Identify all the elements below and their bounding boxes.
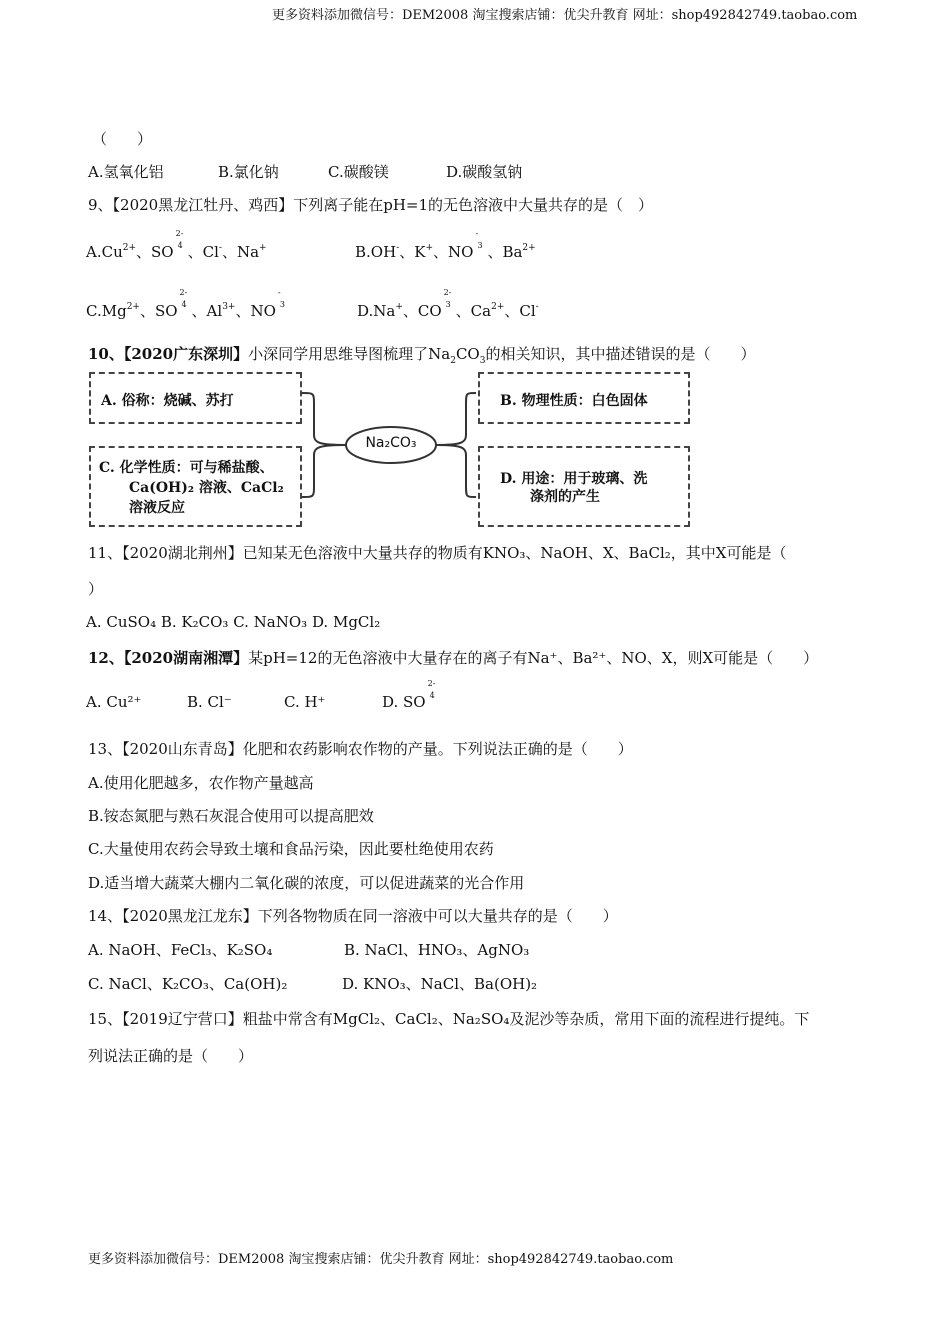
sulfate-charge: 2- 4 — [175, 229, 184, 250]
q9-option-c — [86, 288, 290, 322]
q13-question: 化肥和农药影响农作物的产量。下列说法正确的是（ ） — [242, 740, 633, 758]
q11-stem — [88, 542, 786, 563]
q8-option-a: A.氢氧化铝 — [88, 163, 164, 181]
ion: 、SO — [139, 302, 178, 320]
box-d-line: 涤剂的产生 — [530, 489, 600, 505]
q13-option-c: C.大量使用农药会导致土壤和食品污染，因此要杜绝使用农药 — [88, 840, 494, 858]
page-footer: 更多资料添加微信号：DEM2008 淘宝搜索店铺：优尖升教育 网址：shop492842749.taobao.com — [88, 1252, 674, 1267]
charge: 2+ — [491, 302, 505, 312]
q13-stem — [88, 738, 633, 759]
q13-number: 13、 — [88, 740, 123, 758]
q9-number: 9、 — [88, 196, 113, 214]
q8-option-b: B.氯化钠 — [218, 163, 279, 181]
charge: 3+ — [222, 302, 236, 312]
ion: 、K — [399, 243, 426, 261]
ion: 、Ba — [487, 243, 523, 261]
ion: OH — [370, 243, 397, 261]
q13-option-b: B.铵态氮肥与熟石灰混合使用可以提高肥效 — [88, 807, 374, 825]
box-c-line: C. 化学性质：可与稀盐酸、 — [99, 460, 274, 476]
q10-stem — [88, 343, 755, 364]
nitrate-charge: - 3 — [277, 288, 285, 309]
q9-c-label: C. — [86, 302, 102, 320]
q9-d-label: D. — [357, 302, 374, 320]
q8-bracket: （ ） — [92, 130, 153, 148]
ion: 、Cl — [504, 302, 536, 320]
q10-text: CO — [455, 345, 480, 363]
q12-option-d — [382, 679, 440, 713]
q8-option-c: C.碳酸镁 — [328, 163, 389, 181]
q14-source: 【2020黑龙江龙东】 — [122, 907, 258, 925]
q14-option-a: A. NaOH、FeCl₃、K₂SO₄ — [88, 941, 273, 959]
box-c-line: 溶液反应 — [129, 500, 185, 516]
sulfate-charge: 2- 4 — [427, 679, 436, 700]
mindmap-box-b — [478, 372, 690, 424]
q12-option-b: B. Cl⁻ — [187, 693, 232, 711]
q12-d-text: D. SO — [382, 693, 426, 711]
ion: 、Cl — [187, 243, 219, 261]
q13-option-a: A.使用化肥越多，农作物产量越高 — [88, 774, 314, 792]
q10-number: 10、 — [88, 345, 124, 363]
ion: 、NO — [235, 302, 276, 320]
charge: 2+ — [126, 302, 140, 312]
q13-source: 【2020山东青岛】 — [122, 740, 243, 758]
ion: Cu — [101, 243, 123, 261]
ion: Na — [373, 302, 396, 320]
box-d-line: D. 用途：用于玻璃、洗 — [500, 471, 648, 487]
mindmap-box-d — [478, 446, 690, 527]
q9-option-d — [357, 288, 539, 322]
charge: 2+ — [522, 243, 536, 253]
q11-stem-end: ） — [88, 580, 104, 598]
q9-source: 【2020黑龙江牡丹、鸡西】 — [112, 196, 294, 214]
q9-question: 下列离子能在pH=1的无色溶液中大量共存的是（ ） — [293, 196, 654, 214]
q11-source: 【2020湖北荆州】 — [122, 544, 243, 562]
q14-option-c: C. NaCl、K₂CO₃、Ca(OH)₂ — [88, 975, 288, 993]
q14-option-d: D. KNO₃、NaCl、Ba(OH)₂ — [342, 975, 538, 993]
ion: 、Na — [221, 243, 260, 261]
charge: - — [535, 302, 539, 312]
q9-a-label: A. — [86, 243, 102, 261]
q14-number: 14、 — [88, 907, 123, 925]
charge: - — [396, 243, 400, 253]
ion: 、SO — [136, 243, 174, 261]
subscript: 3 — [479, 356, 486, 366]
charge: - — [218, 243, 222, 253]
q9-option-a — [86, 229, 267, 263]
q10-source: 【2020广东深圳】 — [123, 345, 249, 363]
carbonate-charge: 2- 3 — [443, 288, 452, 309]
q15-question: 粗盐中常含有MgCl₂、CaCl₂、Na₂SO₄及泥沙等杂质，常用下面的流程进行提纯。下 — [242, 1010, 810, 1028]
mindmap-center-label: Na₂CO₃ — [365, 435, 417, 451]
q11-number: 11、 — [88, 544, 123, 562]
q15-source: 【2019辽宁营口】 — [122, 1010, 243, 1028]
mindmap-box-c — [89, 446, 302, 527]
q11-question: 已知某无色溶液中大量共存的物质有KNO₃、NaOH、X、BaCl₂，其中X可能是（ — [242, 544, 787, 562]
charge: 2+ — [122, 243, 137, 253]
q12-option-a: A. Cu²⁺ — [86, 693, 142, 711]
q12-number: 12、 — [88, 649, 124, 667]
charge: + — [395, 302, 403, 312]
ion: Mg — [101, 302, 127, 320]
q12-question: 某pH=12的无色溶液中大量存在的离子有Na⁺、Ba²⁺、NO、X，则X可能是（ ） — [248, 649, 819, 667]
ion: 、Ca — [455, 302, 492, 320]
q9-option-b — [355, 229, 536, 263]
box-b-text: B. 物理性质：白色固体 — [500, 393, 648, 409]
q15-stem — [88, 1008, 809, 1029]
box-c-line: Ca(OH)₂ 溶液、CaCl₂ — [129, 480, 284, 496]
q12-stem — [88, 647, 818, 668]
q11-options: A. CuSO₄ B. K₂CO₃ C. NaNO₃ D. MgCl₂ — [86, 613, 381, 631]
q13-option-d: D.适当增大蔬菜大棚内二氧化碳的浓度，可以促进蔬菜的光合作用 — [88, 874, 525, 892]
ion: 、NO — [433, 243, 474, 261]
q8-option-d: D.碳酸氢钠 — [446, 163, 523, 181]
q14-stem — [88, 905, 618, 926]
box-a-text: A. 俗称：烧碱、苏打 — [101, 393, 234, 409]
charge: + — [259, 243, 267, 253]
q15-stem-line2: 列说法正确的是（ ） — [88, 1047, 254, 1065]
mindmap-box-a — [89, 372, 302, 424]
q14-option-b: B. NaCl、HNO₃、AgNO₃ — [344, 941, 530, 959]
q10-text: 的相关知识，其中描述错误的是（ ） — [485, 345, 756, 363]
q12-option-c: C. H⁺ — [284, 693, 326, 711]
charge: + — [425, 243, 433, 253]
q10-text: 小深同学用思维导图梳理了Na — [248, 345, 451, 363]
sulfate-charge: 2- 4 — [179, 288, 188, 309]
q12-source: 【2020湖南湘潭】 — [123, 649, 249, 667]
ion: 、CO — [402, 302, 442, 320]
page-header: 更多资料添加微信号：DEM2008 淘宝搜索店铺：优尖升教育 网址：shop492842749.taobao.com — [272, 8, 858, 23]
nitrate-charge: - 3 — [475, 229, 483, 250]
q9-stem — [88, 194, 653, 215]
subscript: 2 — [450, 356, 456, 366]
q15-number: 15、 — [88, 1010, 123, 1028]
ion: 、Al — [191, 302, 223, 320]
q9-b-label: B. — [355, 243, 371, 261]
q14-question: 下列各物物质在同一溶液中可以大量共存的是（ ） — [257, 907, 618, 925]
